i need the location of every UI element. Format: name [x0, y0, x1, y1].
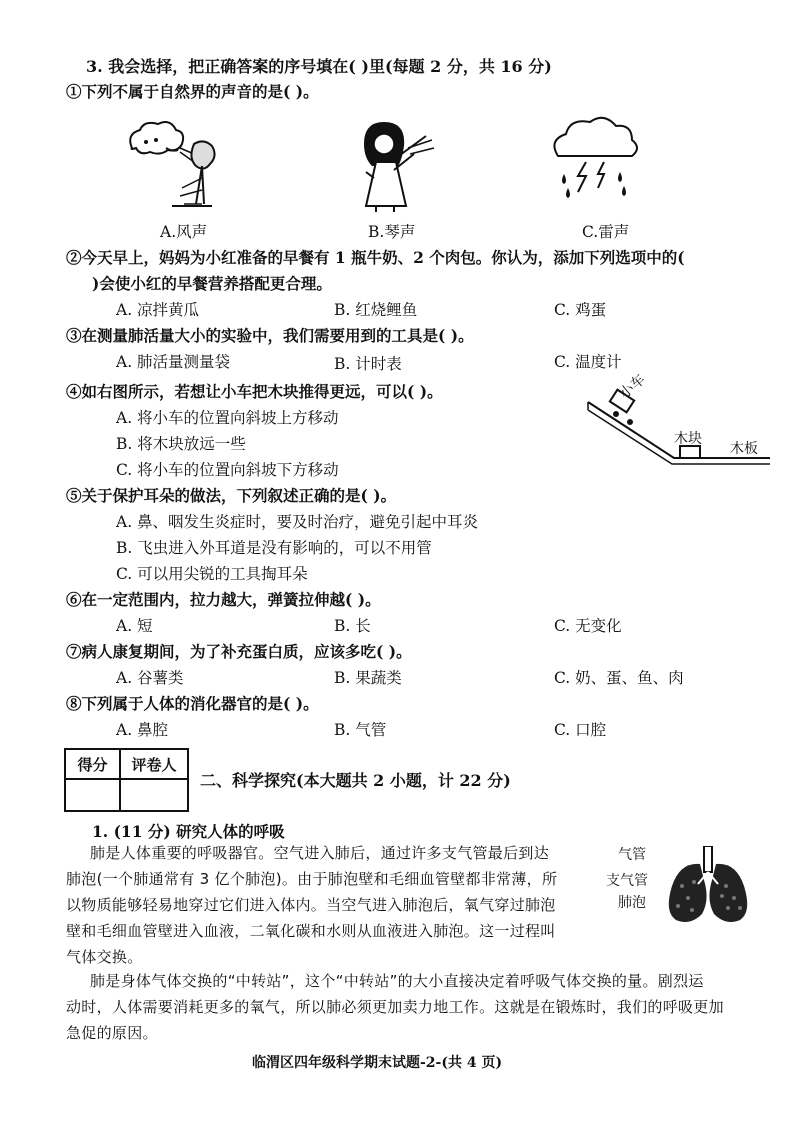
item1-title: 1. (11 分) 研究人体的呼吸	[92, 822, 285, 841]
fig-block-label: 木块	[674, 431, 702, 447]
thunder-cloud-picture	[546, 116, 642, 206]
q6-option-c: C. 无变化	[554, 617, 622, 635]
q1-stem: ①下列不属于自然界的声音的是( )。	[66, 82, 319, 101]
q4-option-c: C. 将小车的位置向斜坡下方移动	[116, 461, 339, 479]
q3-option-a: A. 肺活量测量袋	[116, 353, 231, 371]
q7-option-a: A. 谷薯类	[116, 669, 184, 687]
q2-option-c: C. 鸡蛋	[554, 301, 607, 319]
q5-option-a: A. 鼻、咽发生炎症时，要及时治疗，避免引起中耳炎	[116, 513, 479, 531]
p2-line2: 动时，人体需要消耗更多的氧气，所以肺必须更加卖力地工作。这就是在锻炼时，我们的呼吸更加	[66, 998, 724, 1016]
q8-option-c: C. 口腔	[554, 721, 607, 739]
q3-option-b: B. 计时表	[334, 355, 402, 373]
p1-line2: 肺泡(一个肺通常有 3 亿个肺泡)。由于肺泡壁和毛细血管壁都非常薄，所	[66, 870, 558, 888]
p1-line1: 肺是人体重要的呼吸器官。空气进入肺后，通过许多支气管最后到达	[90, 844, 550, 862]
q3-stem: ③在测量肺活量大小的实验中，我们需要用到的工具是( )。	[66, 326, 474, 345]
score-header: 得分	[65, 749, 120, 779]
violin-girl-picture	[346, 118, 438, 214]
q5-stem: ⑤关于保护耳朵的做法，下列叙述正确的是( )。	[66, 486, 397, 505]
q4-option-a: A. 将小车的位置向斜坡上方移动	[116, 409, 339, 427]
q8-option-a: A. 鼻腔	[116, 721, 169, 739]
page-footer: 临渭区四年级科学期末试题-2-(共 4 页)	[252, 1055, 503, 1071]
section3-heading: 3. 我会选择，把正确答案的序号填在( )里(每题 2 分，共 16 分)	[86, 57, 552, 76]
q5-option-c: C. 可以用尖锐的工具掏耳朵	[116, 565, 308, 583]
q2-stem-line1: ②今天早上，妈妈为小红准备的早餐有 1 瓶牛奶、2 个肉包。你认为，添加下列选项中的(	[66, 248, 685, 267]
fig-car-label: 小车	[616, 371, 649, 402]
q8-option-b: B. 气管	[334, 721, 387, 739]
q1-option-a: A.风声	[160, 223, 208, 241]
lung-figure	[664, 846, 754, 926]
p2-line3: 急促的原因。	[66, 1024, 158, 1042]
score-table	[64, 748, 189, 812]
score-cell[interactable]	[65, 779, 120, 811]
lung-label-bronchi: 支气管	[606, 873, 648, 889]
lung-label-alveoli: 肺泡	[618, 895, 646, 911]
section-two-heading: 二、科学探究(本大题共 2 小题，计 22 分)	[200, 771, 511, 790]
q4-stem: ④如右图所示，若想让小车把木块推得更远，可以( )。	[66, 382, 443, 401]
q1-option-c: C.雷声	[582, 223, 630, 241]
p1-line5: 气体交换。	[66, 948, 143, 966]
q6-option-a: A. 短	[116, 617, 153, 635]
q7-option-b: B. 果蔬类	[334, 669, 402, 687]
paragraph-2	[66, 968, 772, 1046]
q2-stem-line2: )会使小红的早餐营养搭配更合理。	[92, 274, 332, 293]
q7-option-c: C. 奶、蛋、鱼、肉	[554, 669, 684, 687]
lung-label-trachea: 气管	[618, 847, 646, 863]
q6-stem: ⑥在一定范围内，拉力越大，弹簧拉伸越( )。	[66, 590, 381, 609]
paragraph-1	[66, 840, 606, 970]
q6-option-b: B. 长	[334, 617, 371, 635]
p1-line3: 以物质能够轻易地穿过它们进入体内。当空气进入肺泡后，氧气穿过肺泡	[66, 896, 556, 914]
p1-line4: 壁和毛细血管壁进入血液，二氧化碳和水则从血液进入肺泡。这一过程叫	[66, 922, 556, 940]
q2-option-b: B. 红烧鲤鱼	[334, 301, 418, 319]
q1-option-b: B.琴声	[368, 223, 416, 241]
grader-header: 评卷人	[120, 749, 188, 779]
q2-option-a: A. 凉拌黄瓜	[116, 301, 200, 319]
fig-board-label: 木板	[730, 441, 758, 457]
q3-option-c: C. 温度计	[554, 353, 622, 371]
q5-option-b: B. 飞虫进入外耳道是没有影响的，可以不用管	[116, 539, 432, 557]
p2-line1: 肺是身体气体交换的“中转站”，这个“中转站”的大小直接决定着呼吸气体交换的量。剧烈运	[90, 972, 704, 990]
grader-cell[interactable]	[120, 779, 188, 811]
q4-option-b: B. 将木块放远一些	[116, 435, 246, 453]
wind-picture	[122, 118, 222, 214]
q8-stem: ⑧下列属于人体的消化器官的是( )。	[66, 694, 319, 713]
q7-stem: ⑦病人康复期间，为了补充蛋白质，应该多吃( )。	[66, 642, 412, 661]
